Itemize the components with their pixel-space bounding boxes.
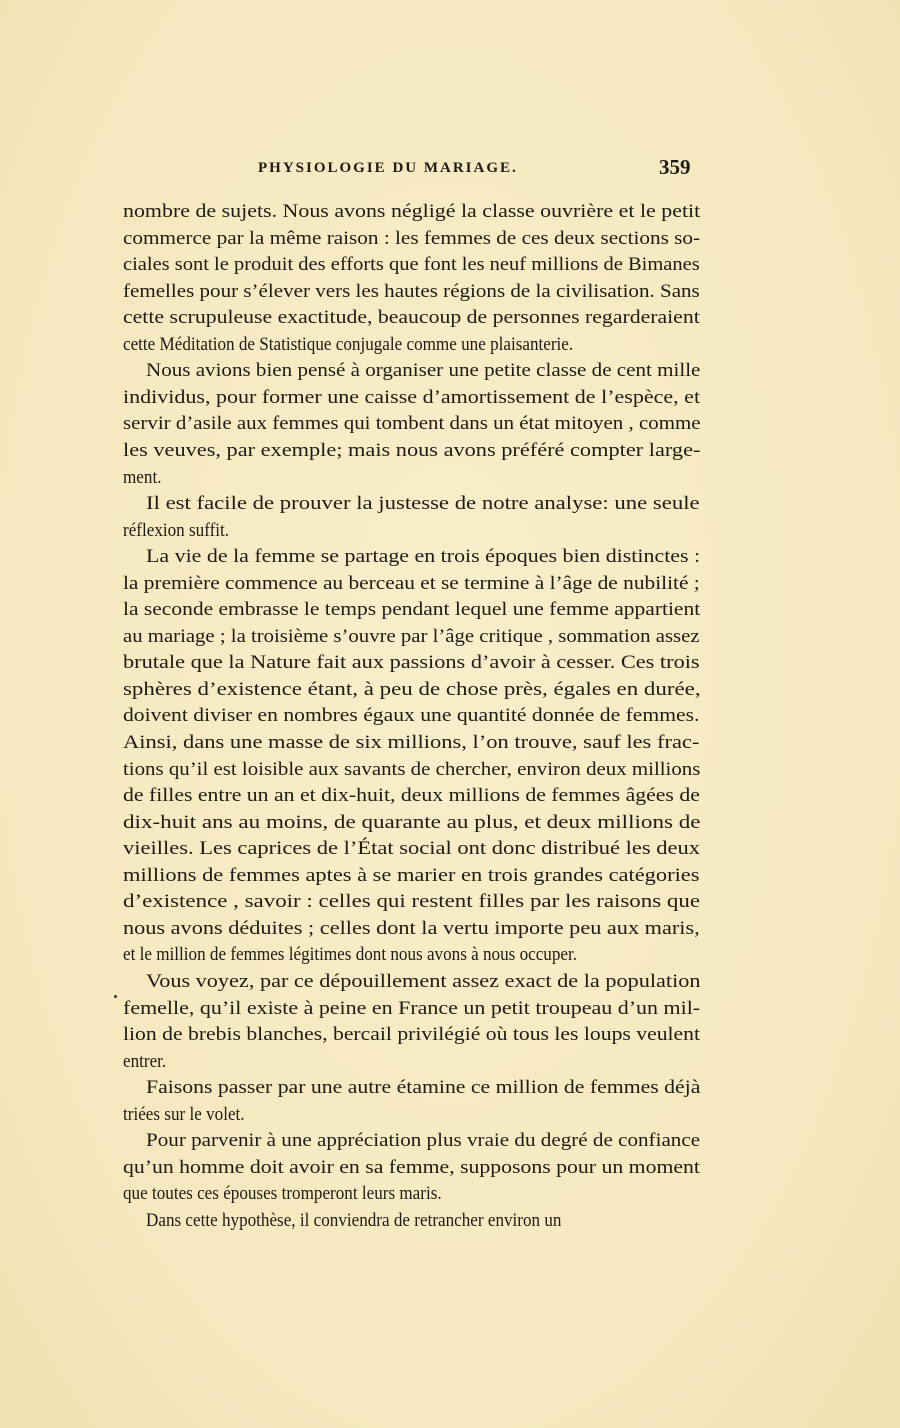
text-line: individus, pour former une caisse d’amortissement de l’espèce, et	[123, 386, 701, 408]
text-line: La vie de la femme se partage en trois époques bien distinctes :	[146, 546, 701, 568]
text-line: brutale que la Nature fait aux passions d’avoir à cesser. Ces trois	[123, 652, 700, 674]
text-line: Ainsi, dans une masse de six millions, l’on trouve, sauf les frac-	[123, 732, 700, 753]
text-line: Pour parvenir à une appréciation plus vraie du degré de confiance	[146, 1130, 701, 1152]
text-line: vieilles. Les caprices de l’État social ont donc distribué les deux	[123, 838, 700, 860]
text-line: Il est facile de prouver la justesse de notre analyse: une seule	[146, 493, 700, 515]
text-line: triées sur le volet.	[123, 1103, 245, 1125]
text-line: cette Méditation de Statistique conjugale comme une plaisanterie.	[123, 333, 574, 355]
text-line: doivent diviser en nombres égaux une quantité donnée de femmes.	[123, 705, 700, 727]
text-line: nombre de sujets. Nous avons négligé la classe ouvrière et le petit	[123, 201, 701, 222]
text-line: Dans cette hypothèse, il conviendra de retrancher environ un	[146, 1209, 562, 1231]
margin-mark	[114, 995, 117, 998]
text-line: lion de brebis blanches, bercail privilégié où tous les loups veulent	[123, 1024, 701, 1046]
text-line: dix-huit ans au moins, de quarante au plus, et deux millions de	[123, 811, 701, 833]
text-line: la seconde embrasse le temps pendant lequel une femme appartient	[123, 599, 701, 621]
text-line: Faisons passer par une autre étamine ce million de femmes déjà	[146, 1077, 701, 1099]
text-line: les veuves, par exemple; mais nous avons préféré compter large-	[123, 439, 701, 461]
text-line: tions qu’il est loisible aux savants de chercher, environ deux millions	[123, 758, 701, 780]
text-line: ment.	[123, 466, 162, 488]
text-line: sphères d’existence étant, à peu de chose près, égales en durée,	[123, 678, 701, 700]
text-line: millions de femmes aptes à se marier en trois grandes catégories	[123, 864, 700, 886]
text-line: que toutes ces épouses tromperont leurs maris.	[123, 1183, 442, 1205]
text-line: la première commence au berceau et se termine à l’âge de nubilité ;	[123, 572, 700, 594]
text-line: entrer.	[123, 1050, 167, 1072]
running-title: PHYSIOLOGIE DU MARIAGE.	[258, 160, 518, 176]
text-line: femelles pour s’élever vers les hautes régions de la civilisation. Sans	[123, 280, 700, 302]
text-line: réflexion suffit.	[123, 519, 230, 541]
page-number: 359	[659, 155, 691, 179]
text-line: cette scrupuleuse exactitude, beaucoup de personnes regarderaient	[123, 307, 700, 329]
text-line: Vous voyez, par ce dépouillement assez exact de la population	[146, 970, 701, 992]
text-line: de filles entre un an et dix-huit, deux millions de femmes âgées de	[123, 785, 700, 807]
text-line: au mariage ; la troisième s’ouvre par l’âge critique , sommation assez	[123, 625, 700, 647]
text-line: et le million de femmes légitimes dont nous avons à nous occuper.	[123, 944, 578, 966]
text-line: Nous avions bien pensé à organiser une petite classe de cent mille	[146, 360, 701, 382]
text-line: femelle, qu’il existe à peine en France un petit troupeau d’un mil-	[123, 997, 701, 1019]
text-line: d’existence , savoir : celles qui restent filles par les raisons que	[123, 891, 701, 913]
text-line: ciales sont le produit des efforts que font les neuf millions de Bimanes	[123, 254, 700, 276]
text-line: commerce par la même raison : les femmes de ces deux sections so-	[123, 227, 701, 249]
text-line: qu’un homme doit avoir en sa femme, supposons pour un moment	[123, 1156, 700, 1178]
text-line: nous avons déduites ; celles dont la vertu importe peu aux maris,	[123, 917, 700, 939]
text-line: servir d’asile aux femmes qui tombent dans un état mitoyen , comme	[123, 413, 701, 435]
